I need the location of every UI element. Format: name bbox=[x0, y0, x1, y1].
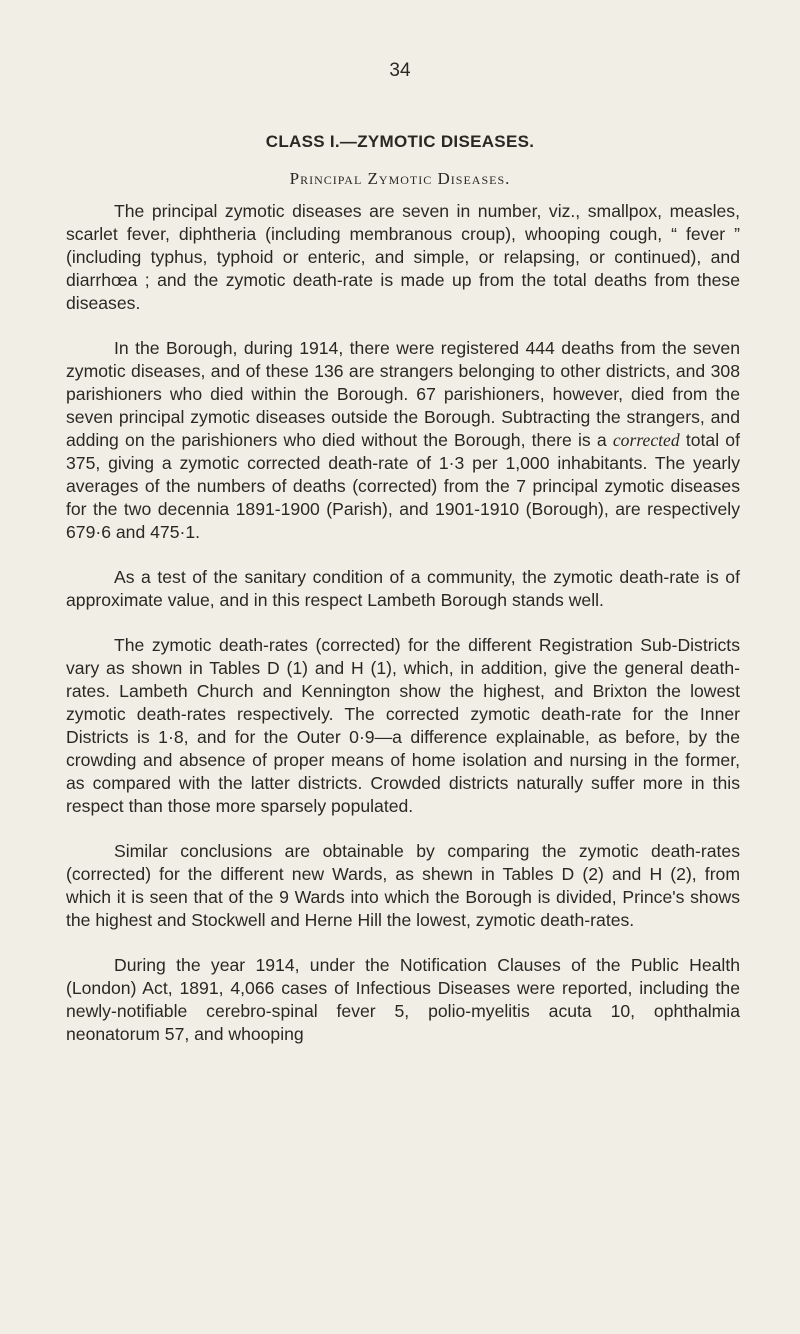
paragraph-text-end: total of 375, giving a zymotic corrected death-rate of 1·3 per 1,000 inhabitants. The yearly averages of the numbers of deaths (corrected) from the 7 principal zymotic diseases for the two decennia 1891-1900 (Parish), and 1901-1910 (Borough), are respectively 679·6 and 475·1. bbox=[66, 430, 740, 542]
paragraph-wards: Similar conclusions are obtainable by comparing the zymotic death-rates (corrected) for the different new Wards, as shewn in Tables D (2) and H (2), from which it is seen that of the 9 Wards into which the Borough is divided, Prince's shows the highest and Stockwell and Herne Hill the lowest, zymotic death-rates. bbox=[66, 841, 740, 930]
body-text bbox=[66, 200, 740, 1068]
page-number: 34 bbox=[389, 60, 411, 81]
class-heading: CLASS I.—ZYMOTIC DISEASES. bbox=[265, 132, 535, 151]
paragraph-text-start: In the Borough, during 1914, there were registered 444 deaths from the seven zymotic diseases, and of these 136 are strangers belonging to other districts, and 308 parishioners who died within the Borough. 67 parishioners, however, died from the seven principal zymotic diseases outside the Borough. Subtracting the strangers, and adding on the parishioners who died without the Borough, there is a bbox=[66, 338, 740, 450]
section-heading: Principal Zymotic Diseases. bbox=[289, 169, 511, 188]
paragraph-sanitary-test: As a test of the sanitary condition of a community, the zymotic death-rate is of approximate value, and in this respect Lambeth Borough stands well. bbox=[66, 567, 740, 610]
paragraph-notification: During the year 1914, under the Notification Clauses of the Public Health (London) Act, 1891, 4,066 cases of Infectious Diseases were reported, including the newly-notifiable cerebro-spinal fever 5, polio-myelitis acuta 10, ophthalmia neonatorum 57, and whooping bbox=[66, 955, 740, 1044]
paragraph-borough-deaths bbox=[66, 337, 740, 544]
italic-word: corrected bbox=[612, 430, 680, 450]
paragraph-principal-diseases: The principal zymotic diseases are seven in number, viz., smallpox, measles, scarlet fever, diphtheria (including membranous croup), whooping cough, “ fever ” (including typhus, typhoid or enteric, and simple, or relapsing, or continued), and diarrhœa ; and the zymotic death-rate is made up from the total deaths from these diseases. bbox=[66, 201, 740, 313]
paragraph-sub-districts: The zymotic death-rates (corrected) for the different Registration Sub-Districts vary as shown in Tables D (1) and H (1), which, in addition, give the general death-rates. Lambeth Church and Kennington show the highest, and Brixton the lowest zymotic death-rates respectively. The corrected zymotic death-rate for the Inner Districts is 1·8, and for the Outer 0·9—a difference explainable, as before, by the crowding and absence of proper means of home isolation and nursing in the former, as compared with the latter districts. Crowded districts naturally suffer more in this respect than those more sparsely populated. bbox=[66, 635, 740, 816]
